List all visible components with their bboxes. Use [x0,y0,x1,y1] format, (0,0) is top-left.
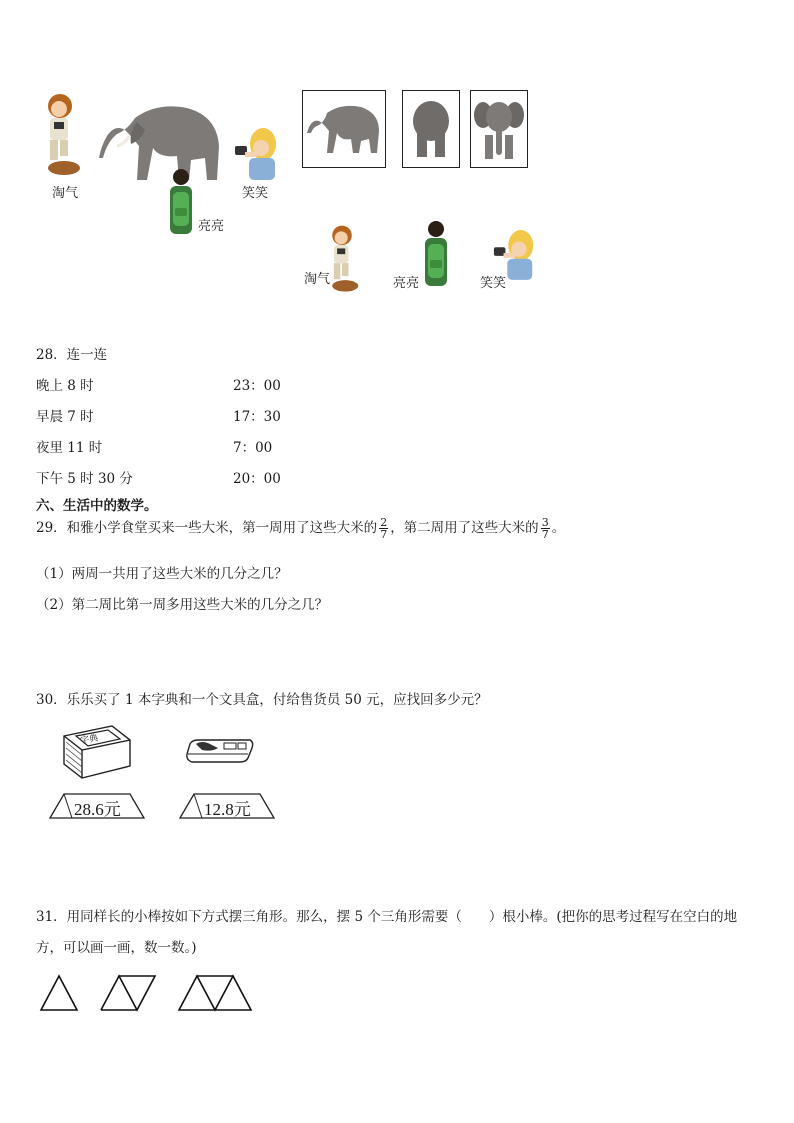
view-box-side [302,90,386,168]
price-box: 12.8元 [204,800,251,819]
q28-title: 28．连一连 [36,347,108,363]
label-xiaoxiao-bottom: 笑笑 [480,276,507,291]
q29-text-a: 29．和雅小学食堂买来一些大米，第一周用了这些大米的 [36,520,378,536]
fraction-numerator: 3 [541,516,549,529]
label-taoqi-top: 淘气 [52,186,79,201]
q28-right-item: 23：00 [233,378,281,394]
dictionary-cover-label: 字典 [79,733,100,747]
triangle-pattern [38,972,258,1014]
view-box-front [470,90,528,168]
label-liangliang-bottom: 亮亮 [393,276,420,291]
view-box-back [402,90,460,168]
girl-camera-icon [233,124,281,182]
label-taoqi-bottom: 淘气 [304,272,331,287]
fraction-denominator: 7 [541,528,549,541]
fraction-numerator: 2 [380,516,388,529]
boy-backpack-icon [420,220,452,290]
section-title: 六、生活中的数学。 [36,498,158,514]
q31-stem-line2: 方，可以画一画，数一数。) [36,940,197,956]
pencil-box-icon [184,736,256,768]
q29-text-b: ，第二周用了这些大米的 [390,520,539,536]
triangles-two [101,976,155,1010]
price-book: 28.6元 [74,800,121,819]
elephant-front-view-icon [471,91,527,167]
q28-right-item: 7：00 [233,440,273,456]
q31-stem-line1: 31．用同样长的小棒按如下方式摆三角形。那么，摆 5 个三角形需要（ ）根小棒。(把你的思考过程写在空白的地 [36,909,738,925]
q29-sub1: （1）两周一共用了这些大米的几分之几？ [36,566,288,582]
triangles-three [179,976,251,1010]
elephant-back-view-icon [403,91,459,167]
girl-hiker-icon [38,92,82,178]
q30-stem: 30．乐乐买了 1 本字典和一个文具盒，付给售货员 50 元，应找回多少元？ [36,692,488,708]
triangle-one [41,976,77,1010]
elephant-side-view-icon [303,91,385,167]
fraction-2-7 [379,517,388,540]
q28-left-item: 晚上 8 时 [36,378,94,394]
q28-left-item: 夜里 11 时 [36,440,103,456]
q28-right-item: 20：00 [233,471,281,487]
boy-backpack-icon [166,168,196,238]
q28-right-item: 17：30 [233,409,281,425]
q29-stem [36,516,565,540]
dictionary-icon [60,722,134,780]
q29-sub2: （2）第二周比第一周多用这些大米的几分之几？ [36,597,329,613]
q29-text-c: 。 [551,520,566,536]
elephant-icon [95,96,225,186]
fraction-denominator: 7 [380,528,388,541]
fraction-3-7 [541,517,550,540]
label-xiaoxiao-top: 笑笑 [242,186,269,201]
label-liangliang-top: 亮亮 [198,219,225,234]
q28-left-item: 下午 5 时 30 分 [36,471,133,487]
q28-left-item: 早晨 7 时 [36,409,94,425]
